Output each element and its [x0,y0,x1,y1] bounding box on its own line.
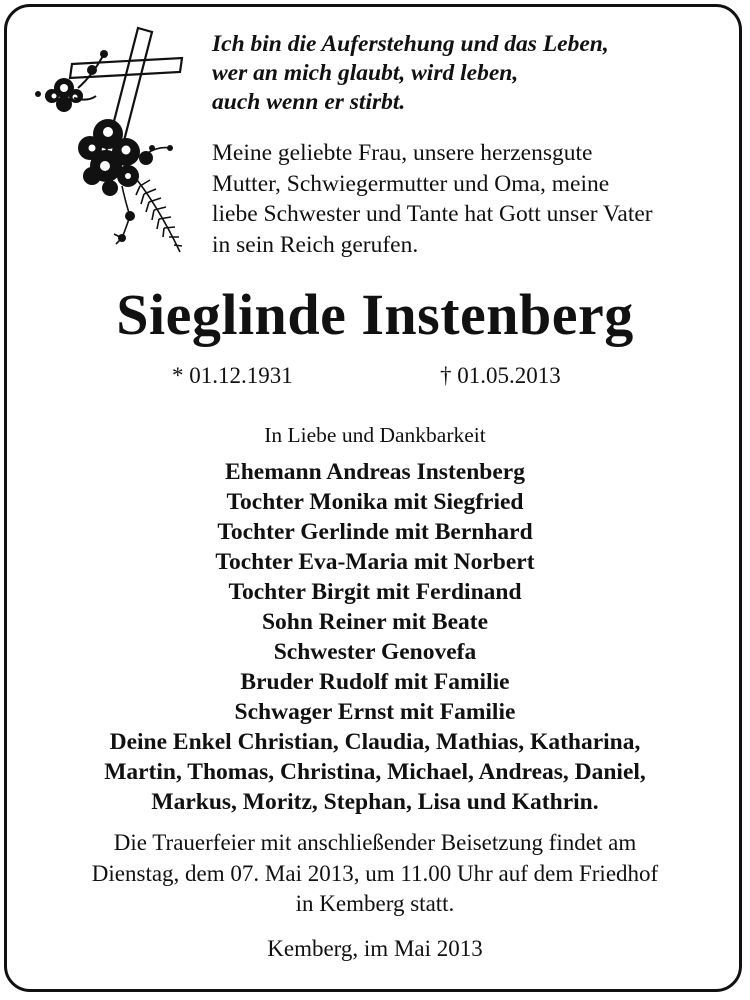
deceased-name: Sieglinde Instenberg [116,282,634,347]
thanks-line: In Liebe und Dankbarkeit [264,423,486,447]
mourner-line: Martin, Thomas, Christina, Michael, Andreas, Daniel, [104,759,646,785]
intro-line: in sein Reich gerufen. [212,231,419,258]
bible-verse-line: Ich bin die Auferstehung und das Leben, [212,31,609,57]
intro-text [212,138,722,260]
intro-line: Mutter, Schwiegermutter und Oma, meine [212,170,610,197]
mourner-line: Markus, Moritz, Stephan, Lisa und Kathrin. [151,789,599,815]
mourner-line: Schwager Ernst mit Familie [234,699,516,725]
cross-with-roses-icon [30,26,190,258]
bible-verse-line: auch wenn er stirbt. [212,89,406,115]
birth-date: * 01.12.1931 [172,363,293,388]
mourner-line: Deine Enkel Christian, Claudia, Mathias, Katharina, [109,729,641,755]
mourner-line: Sohn Reiner mit Beate [261,609,489,635]
funeral-line: Dienstag, dem 07. Mai 2013, um 11.00 Uhr auf dem Friedhof [91,860,659,886]
funeral-line: in Kemberg statt. [295,891,455,916]
funeral-line: Die Trauerfeier mit anschließender Beisetzung findet am [113,830,637,855]
intro-line: liebe Schwester und Tante hat Gott unser Vater [212,201,653,227]
mourner-line: Tochter Monika mit Siegfried [226,489,524,515]
mourner-line: Bruder Rudolf mit Familie [240,669,510,695]
intro-line: Meine geliebte Frau, unsere herzensgute [212,140,593,166]
death-date: † 01.05.2013 [440,363,561,388]
bible-verse [212,30,712,117]
mourners-list [0,457,750,817]
mourner-line: Tochter Gerlinde mit Bernhard [217,519,533,545]
mourner-line: Ehemann Andreas Instenberg [225,459,525,485]
funeral-info [0,828,750,920]
place-and-date: Kemberg, im Mai 2013 [267,936,483,961]
mourner-line: Tochter Birgit mit Ferdinand [228,579,522,605]
mourner-line: Schwester Genovefa [273,639,477,665]
bible-verse-line: wer an mich glaubt, wird leben, [212,60,519,86]
mourner-line: Tochter Eva-Maria mit Norbert [215,549,535,575]
